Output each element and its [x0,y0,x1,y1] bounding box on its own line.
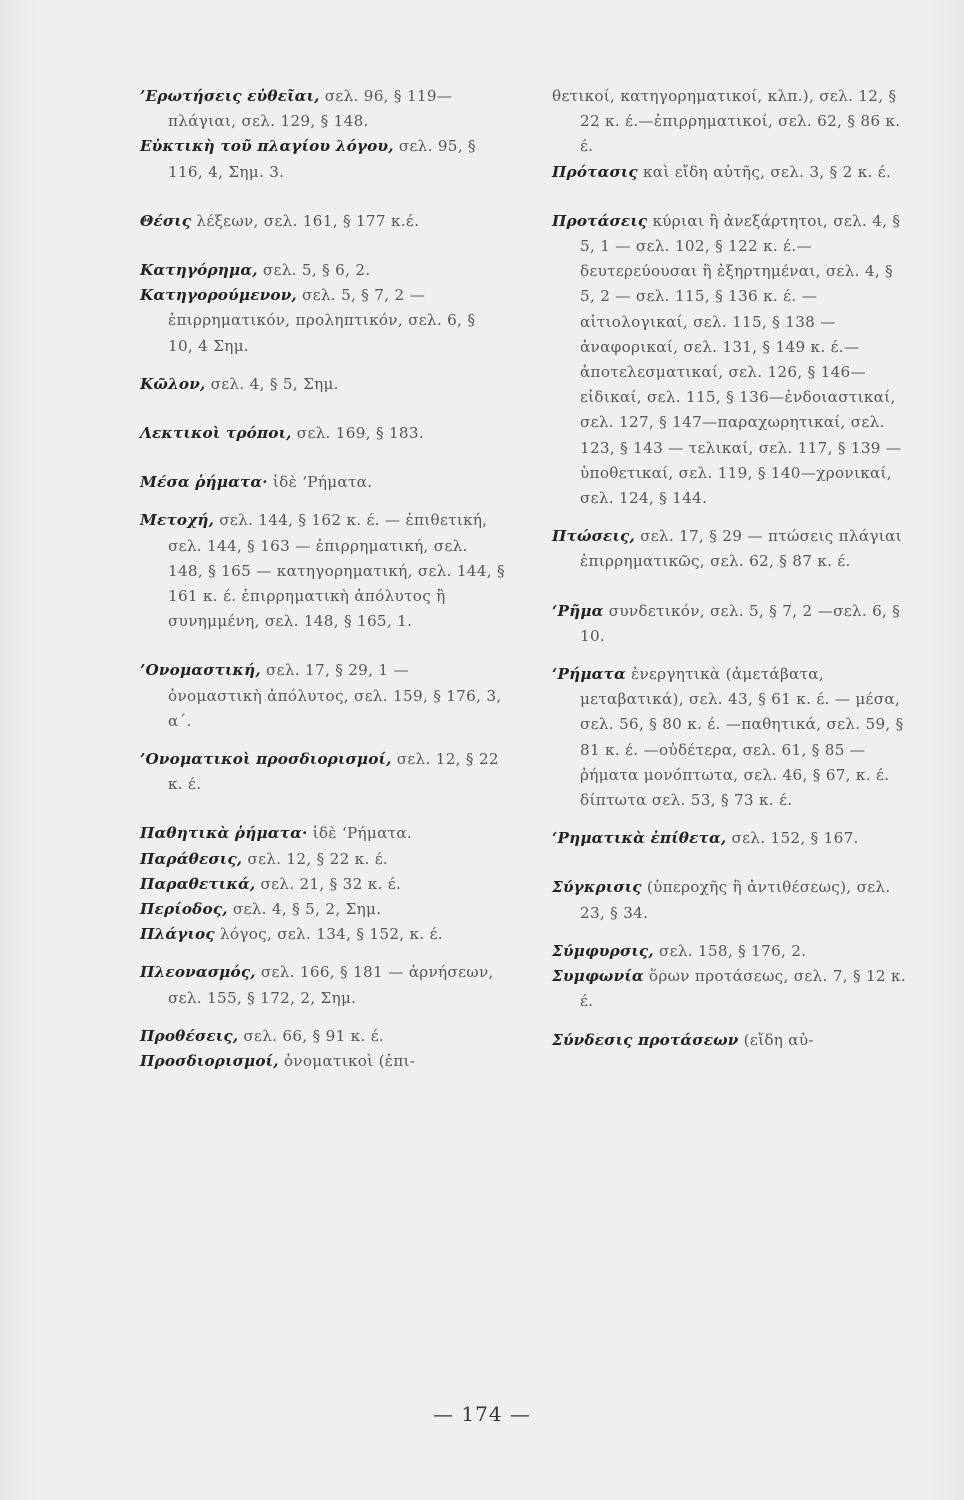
index-entry [140,872,505,897]
index-entry [140,134,505,184]
entry-term: Προθέσεις, [140,1026,239,1045]
index-entry [140,421,505,446]
index-entry [140,960,505,1010]
entry-references: σελ. 144, § 162 κ. έ. — ἐπιθετική, σελ. 144, § 163 — ἐπιρρηματική, σελ. 148, § 165 — κατηγορηματική, σελ. 144, § 161 κ. έ. ἐπιρρηματικὴ ἀπόλυτος ἢ συνημμένη, σελ. 148, § 165, 1. [168,511,505,631]
entry-term: Πτώσεις, [552,527,635,546]
entry-term: ’Ονοματικοὶ προσδιορισμοί, [140,750,392,769]
entry-term: Πλεονασμός, [140,963,256,982]
entry-term: Παράθεσις, [140,849,243,868]
entry-references: σελ. 4, § 5, Σημ. [205,374,339,393]
index-entry [552,964,912,1014]
index-entry [140,897,505,922]
index-entry [552,209,912,511]
entry-references: κύριαι ἢ ἀνεξάρτητοι, σελ. 4, § 5, 1 — σελ. 102, § 122 κ. έ.—δευτερεύουσαι ἢ ἐξηρτημέναι, σελ. 4, § 5, 2 — σελ. 115, § 136 κ. έ. — αἰτιολογικαί, σελ. 115, § 138 — ἀναφορικαί, σελ. 131, § 149 κ. έ.— ἀποτελεσματικαί, σελ. 126, § 146— εἰδικαί, σελ. 115, § 136—ἐνδοιαστικαί, σελ. 127, § 147—παραχωρητικαί, σελ. 123, § 143 — τελικαί, σελ. 117, § 139 — ὑποθετικαί, σελ. 119, § 140—χρονικαί, σελ. 124, § 144. [580,211,902,508]
entry-references: σελ. 17, § 29, 1 — ὀνομαστικὴ ἀπόλυτος, σελ. 159, § 176, 3, α΄. [168,661,502,730]
entry-references: σελ. 4, § 5, 2, Σημ. [227,900,382,919]
entry-references: (εἴδη αὐ- [738,1030,814,1049]
entry-references: σελ. 12, § 22 κ. έ. [168,750,499,794]
index-entry [140,658,505,734]
index-entry [552,160,912,185]
entry-term: Πρότασις [552,162,638,181]
entry-references: σελ. 66, § 91 κ. έ. [238,1026,385,1045]
entry-references: θετικοί, κατηγορηματικοί, κλπ.), σελ. 12, § 22 κ. έ.—ἐπιρρηματικοί, σελ. 62, § 86 κ. έ. [552,87,901,156]
entry-references: σελ. 12, § 22 κ. έ. [242,849,389,868]
index-entry [140,470,505,495]
entry-references: σελ. 21, § 32 κ. έ. [255,874,402,893]
entry-term: Σύνδεσις προτάσεων [552,1030,739,1049]
entry-term: Πλάγιος [140,925,215,944]
index-entry [552,84,912,160]
entry-references: σελ. 169, § 183. [291,424,424,443]
entry-term: Κατηγόρημα, [140,261,258,280]
entry-references: σελ. 166, § 181 — ἀρνήσεων, σελ. 155, § 172, 2, Σημ. [168,963,494,1007]
entry-term: Κατηγορούμενον, [140,286,297,305]
entry-term: ’Ονομαστική, [140,661,261,680]
entry-term: Θέσις [140,211,192,230]
entry-term: ‘Ρῆμα [552,601,604,620]
index-entry [140,84,505,134]
index-entry [140,372,505,397]
index-entry [552,1028,912,1053]
index-entry [140,747,505,797]
index-entry [140,821,505,846]
entry-term: Περίοδος, [140,900,228,919]
entry-term: Λεκτικοὶ τρόποι, [140,424,292,443]
entry-term: Παραθετικά, [140,874,256,893]
index-entry [140,1024,505,1049]
entry-term: Εὐκτικὴ τοῦ πλαγίου λόγου, [140,137,394,156]
entry-references: σελ. 158, § 176, 2. [653,941,807,960]
entry-term: Προτάσεις [552,211,648,230]
entry-term: Προσδιορισμοί, [140,1052,279,1071]
index-entry [552,875,912,925]
left-column [140,84,505,1074]
index-entry [552,524,912,574]
entry-term: ‘Ρήματα [552,665,626,684]
entry-references: καὶ εἴδη αὐτῆς, σελ. 3, § 2 κ. έ. [637,162,892,181]
entry-term: Σύμφυρσις, [552,941,654,960]
entry-references: ἰδὲ ‘Ρήματα. [267,473,373,492]
entry-references: ὅρων προτάσεως, σελ. 7, § 12 κ. έ. [580,967,906,1011]
entry-references: λέξεων, σελ. 161, § 177 κ.έ. [191,211,420,230]
index-entry [552,826,912,851]
entry-references: (ὑπεροχῆς ἢ ἀντιθέσεως), σελ. 23, § 34. [580,878,891,922]
entry-term: Μετοχή, [140,511,215,530]
index-entry [552,939,912,964]
page-number: — 174 — [433,1402,531,1426]
right-column [552,84,912,1053]
entry-term: Συμφωνία [552,967,644,986]
entry-term: ’Ερωτήσεις εὐθεῖαι, [140,87,320,105]
index-entry [140,847,505,872]
entry-references: σελ. 5, § 7, 2 —ἐπιρρηματικόν, προληπτικόν, σελ. 6, § 10, 4 Σημ. [168,286,476,355]
index-entry [552,599,912,649]
index-entry [140,1049,505,1074]
entry-references: ἰδὲ ‘Ρήματα. [307,824,413,843]
entry-term: Σύγκρισις [552,878,642,897]
entry-references: συνδετικόν, σελ. 5, § 7, 2 —σελ. 6, § 10. [580,601,901,645]
index-entry [140,258,505,283]
index-entry [140,922,505,947]
entry-term: ‘Ρηματικὰ ἐπίθετα, [552,829,727,848]
index-entry [552,662,912,813]
entry-references: σελ. 96, § 119—πλάγιαι, σελ. 129, § 148. [168,87,453,131]
index-entry [140,283,505,359]
entry-term: Κῶλον, [140,374,206,393]
entry-references: ὀνοματικοὶ (ἐπι- [278,1052,416,1071]
entry-references: σελ. 5, § 6, 2. [257,261,371,280]
entry-references: λόγος, σελ. 134, § 152, κ. έ. [214,925,443,944]
entry-references: σελ. 152, § 167. [726,829,859,848]
entry-references: ἐνεργητικὰ (ἀμετάβατα, μεταβατικά), σελ. 43, § 61 κ. έ. — μέσα, σελ. 56, § 80 κ. έ. —παθητικά, σελ. 59, § 81 κ. έ. —οὐδέτερα, σελ. 61, § 85 —ῥήματα μονόπτωτα, σελ. 46, § 67, κ. έ. δίπτωτα σελ. 53, § 73 κ. έ. [580,665,904,810]
index-entry [140,508,505,634]
entry-references: σελ. 17, § 29 — πτώσεις πλάγιαι ἐπιρρηματικῶς, σελ. 62, § 87 κ. έ. [580,527,902,571]
entry-references: σελ. 95, § 116, 4, Σημ. 3. [168,137,476,181]
entry-term: Παθητικὰ ῥήματα· [140,824,308,843]
entry-term: Μέσα ῥήματα· [140,473,268,492]
index-entry [140,209,505,234]
